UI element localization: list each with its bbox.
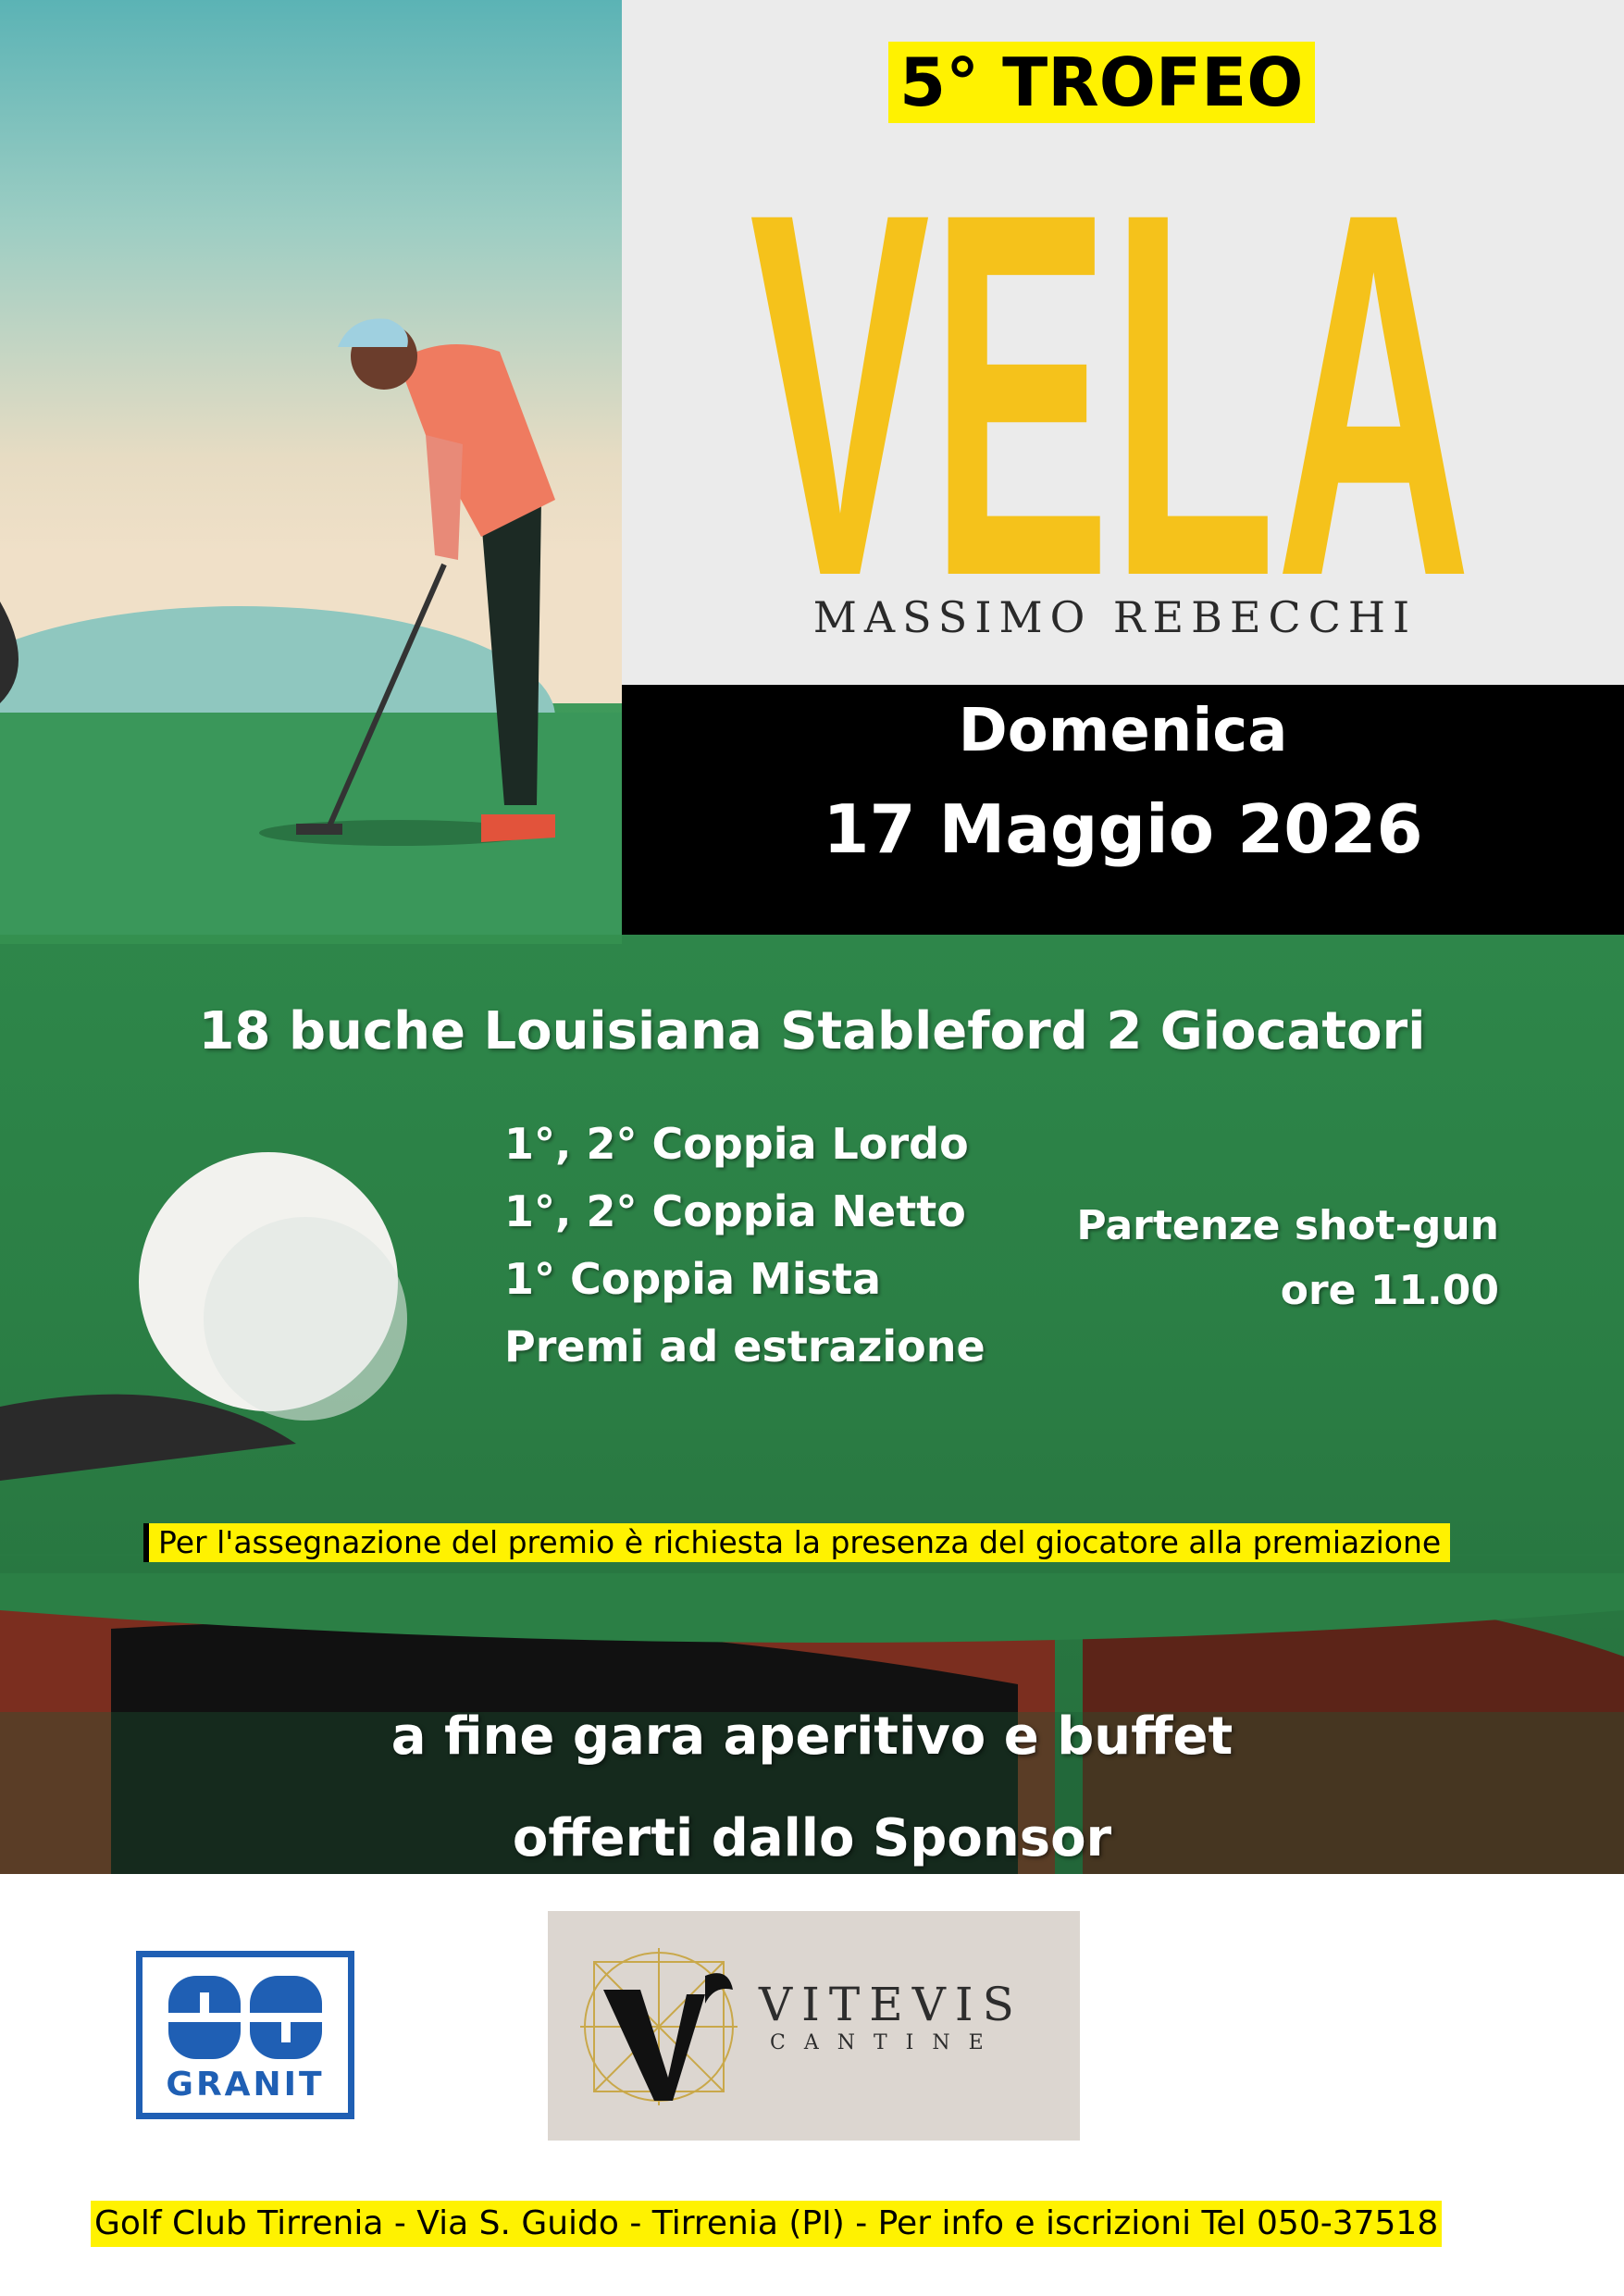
golfer-shirt [398,344,555,537]
prize-list [504,1111,986,1381]
vitevis-name: VITEVIS [759,1978,1023,2031]
event-day: Domenica [958,697,1288,765]
vitevis-emblem-icon [566,1939,751,2115]
vitevis-subtitle: CANTINE [770,2031,1002,2054]
reception-line: a fine gara aperitivo e buffet [391,1706,1233,1767]
granit-mark-icon [168,1976,322,2059]
vitevis-logo [548,1911,1080,2141]
golfer-shoes [481,814,555,842]
award-notice: Per l'assegnazione del premio è richiesta la presenza del giocatore alla premiazione [143,1523,1450,1562]
club-contact-info: Golf Club Tirrenia - Via S. Guido - Tirrenia (PI) - Per info e iscrizioni Tel 050-37518 [91,2201,1442,2247]
granit-logo [136,1951,354,2119]
golfer-cap [338,318,408,347]
golfer-arm [426,435,463,560]
granit-name: GRANIT [166,2066,325,2104]
prize-item: Premi ad estrazione [504,1322,986,1371]
reception-info [0,1686,1624,1874]
edition-label: 5° TROFEO [888,42,1315,123]
golfer-illustration [0,0,622,935]
putter-head [296,824,342,835]
prize-item: 1°, 2° Coppia Lordo [504,1119,969,1169]
prize-item: 1° Coppia Mista [504,1254,882,1304]
start-time: ore 11.00 [1280,1267,1499,1314]
author-name: MASSIMO REBECCHI [812,592,1418,642]
start-info [1018,1194,1499,1323]
start-type: Partenze shot-gun [1076,1202,1499,1249]
reception-line: offerti dallo Sponsor [512,1808,1112,1868]
vela-logo [740,130,1481,611]
vela-logo-text: VELA [750,130,1471,611]
prize-item: 1°, 2° Coppia Netto [504,1186,966,1236]
event-date: 17 Maggio 2026 [823,790,1423,868]
ball-shading [204,1217,407,1421]
tournament-format: 18 buche Louisiana Stableford 2 Giocatori [198,1001,1426,1061]
